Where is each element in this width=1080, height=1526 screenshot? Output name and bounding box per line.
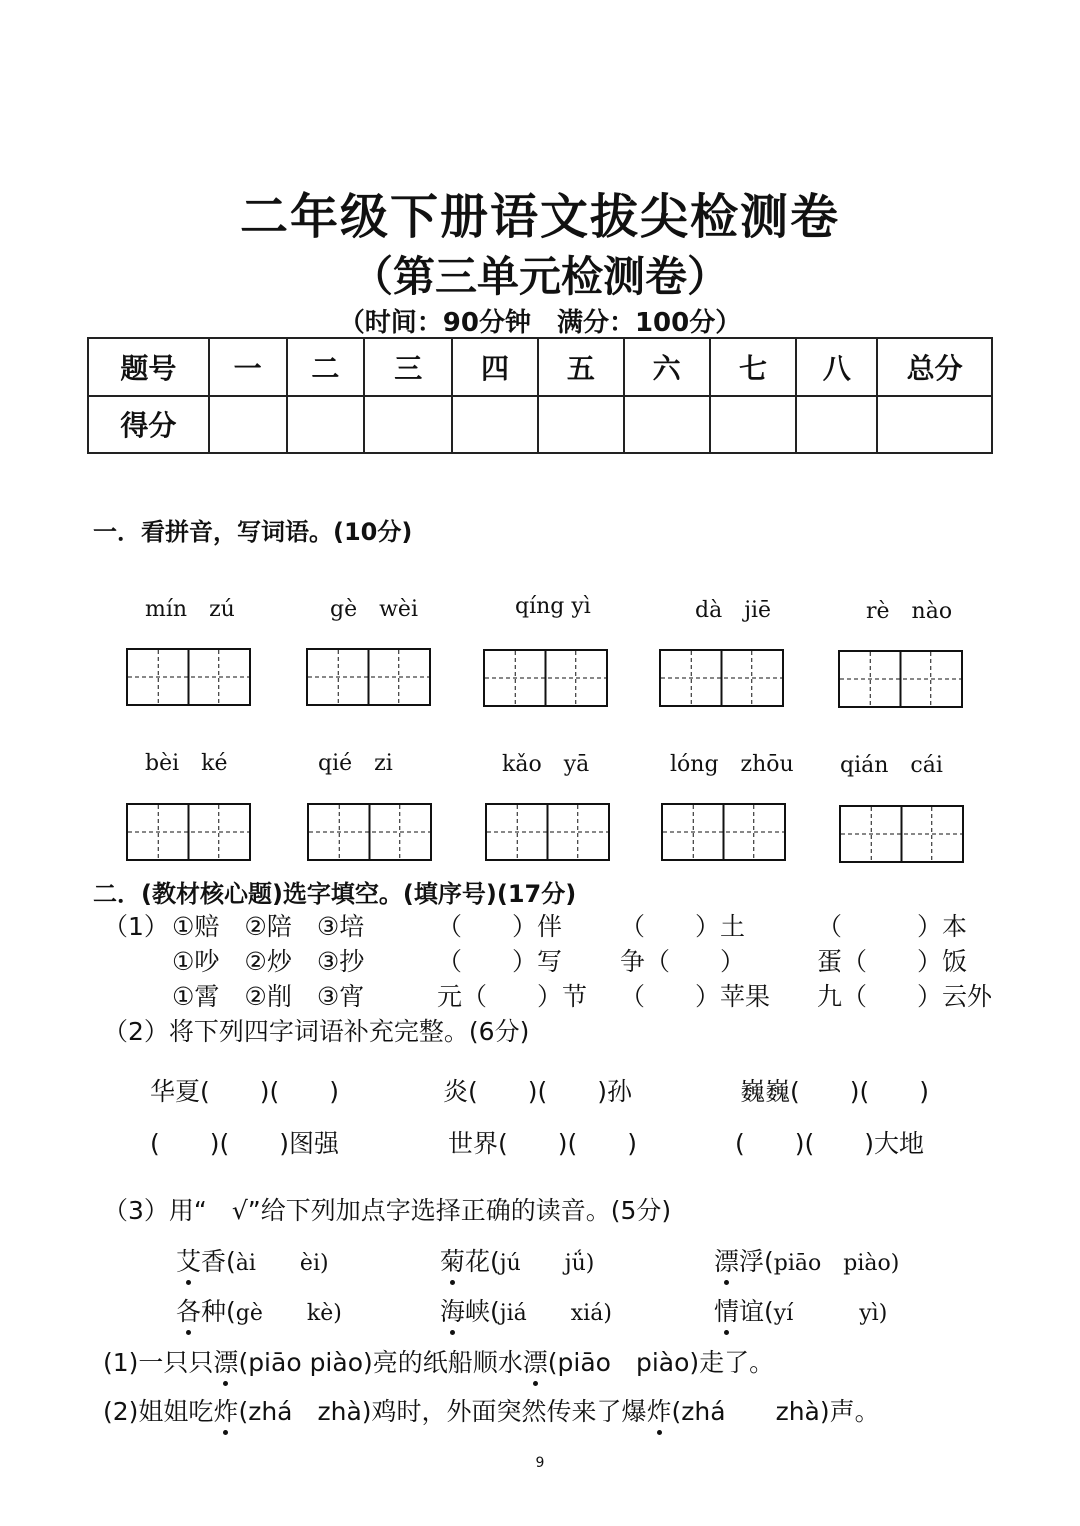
- question-title: （2）将下列四字词语补充完整。(6分): [103, 1017, 530, 1046]
- section1-heading: 一．看拼音，写词语。(10分): [93, 518, 413, 546]
- fill-blank[interactable]: 争（ ）: [620, 947, 746, 976]
- exam-meta: （时间：90分钟 满分：100分）: [338, 308, 742, 338]
- score-input-cell[interactable]: [877, 396, 992, 454]
- pinyin-label: qíng yì: [515, 594, 591, 619]
- pinyin-options: ài èi): [235, 1251, 329, 1276]
- page-title: 二年级下册语文拔尖检测卷: [239, 189, 840, 245]
- pronunciation-item[interactable]: [176, 1292, 342, 1328]
- section2-heading: 二．(教材核心题)选字填空。(填序号)(17分): [93, 880, 577, 908]
- pinyin-options: gè kè): [235, 1301, 342, 1326]
- fill-blank[interactable]: 世界( )( ): [448, 1129, 638, 1158]
- item-text: 浮(: [739, 1247, 774, 1276]
- sentence-item[interactable]: [103, 1392, 880, 1428]
- item-text: 种(: [201, 1297, 236, 1326]
- dotted-char: 艾: [176, 1242, 201, 1278]
- score-input-cell[interactable]: [710, 396, 797, 454]
- dotted-char: 漂: [714, 1242, 739, 1278]
- score-header-cell: 五: [538, 338, 624, 396]
- dotted-char: 炸: [647, 1392, 672, 1428]
- score-header-cell: 总分: [877, 338, 992, 396]
- writing-grid[interactable]: [838, 650, 963, 708]
- pronunciation-item[interactable]: [440, 1292, 612, 1328]
- dotted-char: 情: [714, 1292, 739, 1328]
- fill-blank[interactable]: （ ）写: [437, 947, 563, 976]
- writing-grid[interactable]: [306, 648, 431, 706]
- score-input-cell[interactable]: [538, 396, 624, 454]
- fill-blank[interactable]: 元（ ）节: [437, 982, 588, 1011]
- score-header-cell: 题号: [88, 338, 209, 396]
- score-table: [87, 337, 993, 454]
- score-header-cell: 四: [452, 338, 538, 396]
- question-number: （1）: [103, 912, 169, 941]
- score-input-cell[interactable]: [452, 396, 538, 454]
- writing-grid[interactable]: [485, 803, 610, 861]
- pinyin-options: yí yì): [773, 1301, 888, 1326]
- score-header-row: [88, 338, 992, 396]
- pinyin-label: bèi ké: [145, 751, 228, 776]
- fill-blank[interactable]: （ ）本: [817, 912, 968, 941]
- score-row-label: 得分: [88, 396, 209, 454]
- dotted-char: 海: [440, 1292, 465, 1328]
- item-text: 谊(: [739, 1297, 774, 1326]
- item-text: 香(: [201, 1247, 236, 1276]
- score-header-cell: 二: [287, 338, 365, 396]
- score-header-cell: 六: [624, 338, 710, 396]
- char-options: ①霄 ②削 ③宵: [172, 982, 365, 1011]
- fill-blank[interactable]: 华夏( )( ): [150, 1077, 340, 1106]
- pinyin-label: lóng zhōu: [670, 752, 794, 777]
- fill-blank[interactable]: 九（ ）云外: [817, 982, 993, 1011]
- dotted-char: 各: [176, 1292, 201, 1328]
- pinyin-label: gè wèi: [330, 597, 418, 622]
- score-input-cell[interactable]: [796, 396, 877, 454]
- fill-blank[interactable]: 巍巍( )( ): [740, 1077, 930, 1106]
- pronunciation-item[interactable]: [714, 1242, 899, 1278]
- char-options: ①吵 ②炒 ③抄: [172, 947, 365, 976]
- writing-grid[interactable]: [483, 649, 608, 707]
- writing-grid[interactable]: [126, 648, 251, 706]
- sentence-text: (1)一只只: [103, 1348, 214, 1377]
- dotted-char: 炸: [213, 1392, 238, 1428]
- score-input-cell[interactable]: [624, 396, 710, 454]
- pronunciation-item[interactable]: [176, 1242, 329, 1278]
- char-options: ①赔 ②陪 ③培: [172, 912, 365, 941]
- score-input-cell[interactable]: [364, 396, 452, 454]
- pronunciation-item[interactable]: [440, 1242, 594, 1278]
- pronunciation-item[interactable]: [714, 1292, 887, 1328]
- fill-blank[interactable]: 炎( )( )孙: [443, 1077, 633, 1106]
- pinyin-label: dà jiē: [695, 598, 772, 623]
- pinyin-label: mín zú: [145, 597, 235, 622]
- sentence-item[interactable]: [103, 1343, 774, 1379]
- sentence-text: (piāo piào)走了。: [547, 1348, 775, 1377]
- fill-blank[interactable]: ( )( )图强: [150, 1129, 340, 1158]
- fill-blank[interactable]: ( )( )大地: [735, 1129, 925, 1158]
- pinyin-label: qián cái: [840, 753, 943, 778]
- sentence-text: (piāo piào)亮的纸船顺水: [238, 1348, 523, 1377]
- item-text: 花(: [465, 1247, 500, 1276]
- fill-blank[interactable]: 蛋（ ）饭: [817, 947, 968, 976]
- pinyin-options: jú jǘ): [499, 1251, 595, 1276]
- pinyin-label: rè nào: [866, 599, 953, 624]
- writing-grid[interactable]: [839, 805, 964, 863]
- fill-blank[interactable]: （ ）苹果: [620, 982, 771, 1011]
- writing-grid[interactable]: [126, 803, 251, 861]
- page-number: 9: [535, 1455, 545, 1471]
- item-text: 峡(: [465, 1297, 500, 1326]
- dotted-char: 漂: [523, 1343, 548, 1379]
- writing-grid[interactable]: [659, 649, 784, 707]
- question-title: （3）用“ √”给下列加点字选择正确的读音。(5分): [103, 1196, 672, 1225]
- score-input-cell[interactable]: [209, 396, 287, 454]
- pinyin-options: jiá xiá): [499, 1301, 612, 1326]
- fill-blank[interactable]: （ ）伴: [437, 912, 563, 941]
- sentence-text: (zhá zhà)声。: [671, 1397, 880, 1426]
- pinyin-label: kǎo yā: [502, 752, 590, 777]
- pinyin-label: qié zi: [318, 751, 393, 776]
- score-header-cell: 七: [710, 338, 797, 396]
- page-subtitle: （第三单元检测卷）: [350, 252, 729, 301]
- writing-grid[interactable]: [661, 803, 786, 861]
- fill-blank[interactable]: （ ）土: [620, 912, 746, 941]
- score-header-cell: 一: [209, 338, 287, 396]
- sentence-text: (2)姐姐吃: [103, 1397, 214, 1426]
- dotted-char: 漂: [213, 1343, 238, 1379]
- score-header-cell: 八: [796, 338, 877, 396]
- dotted-char: 菊: [440, 1242, 465, 1278]
- score-header-cell: 三: [364, 338, 452, 396]
- writing-grid[interactable]: [307, 803, 432, 861]
- pinyin-options: piāo piào): [773, 1251, 900, 1276]
- score-value-row: [88, 396, 992, 454]
- sentence-text: (zhá zhà)鸡时，外面突然传来了爆: [238, 1397, 647, 1426]
- score-input-cell[interactable]: [287, 396, 365, 454]
